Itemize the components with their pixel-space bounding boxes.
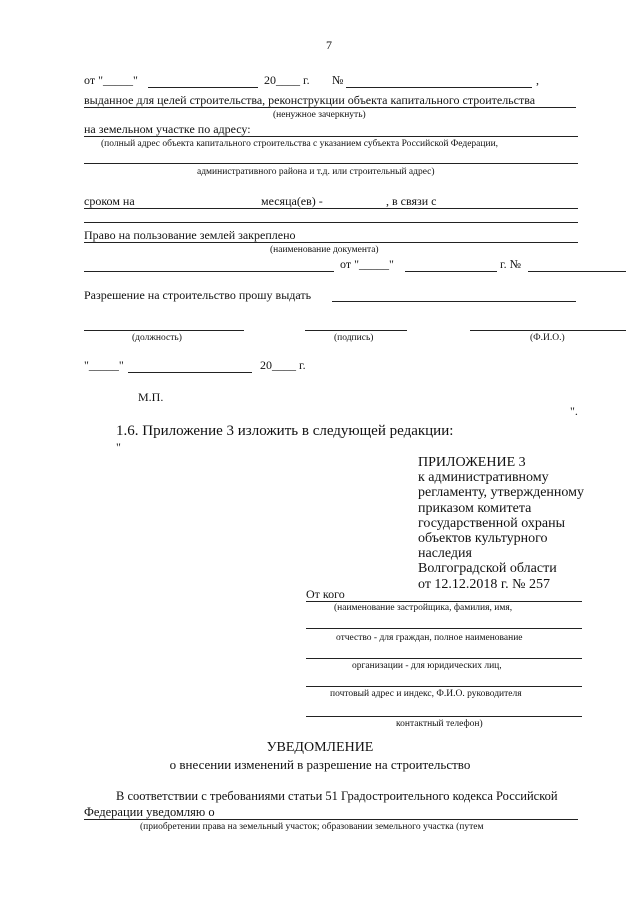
land-right-label: Право на пользование землей закреплено bbox=[84, 228, 296, 242]
appendix-line: государственной охраны bbox=[418, 515, 566, 531]
from-note-1: (наименование застройщика, фамилия, имя, bbox=[334, 603, 513, 613]
appendix-header bbox=[418, 455, 584, 592]
purpose-line bbox=[84, 107, 576, 108]
appendix-line: к административному bbox=[418, 470, 549, 486]
from-note-3: организации - для юридических лиц, bbox=[352, 661, 502, 671]
form-comma: , bbox=[536, 73, 539, 87]
notice-title: УВЕДОМЛЕНИЕ bbox=[266, 740, 374, 755]
address-line bbox=[84, 136, 578, 137]
address-note: (полный адрес объекта капитального строительства с указанием субъекта Российской Федерации, bbox=[101, 139, 499, 149]
page-number: 7 bbox=[326, 38, 332, 52]
document-number-label: г. № bbox=[500, 257, 522, 271]
document-number-line bbox=[528, 271, 626, 272]
from-line bbox=[306, 601, 582, 602]
signing-year: 20____ г. bbox=[260, 358, 306, 372]
stamp-label: М.П. bbox=[138, 390, 164, 404]
signing-date-line bbox=[128, 372, 252, 373]
appendix-line: приказом комитета bbox=[418, 500, 532, 516]
from-note-5: контактный телефон) bbox=[396, 719, 483, 729]
strike-note: (ненужное зачеркнуть) bbox=[273, 110, 366, 120]
notice-body-1: В соответствии с требованиями статьи 51 Градостроительного кодекса Российской bbox=[116, 789, 558, 803]
from-label: От кого bbox=[306, 587, 345, 601]
appendix-line: наследия bbox=[418, 546, 472, 562]
instruction-text: 1.6. Приложение 3 изложить в следующей редакции: bbox=[116, 423, 454, 439]
opening-quote: " bbox=[116, 440, 121, 454]
from-note-2: отчество - для граждан, полное наименование bbox=[336, 633, 523, 643]
document-line bbox=[84, 271, 334, 272]
fio-line bbox=[470, 330, 626, 331]
from-line-2 bbox=[306, 628, 582, 629]
appendix-line: регламенту, утвержденному bbox=[418, 485, 584, 501]
blank-line bbox=[84, 222, 578, 223]
document-date-prefix: от "_____" bbox=[340, 257, 394, 271]
permit-request-label: Разрешение на строительство прошу выдать bbox=[84, 288, 312, 302]
term-months: месяца(ев) - bbox=[261, 194, 323, 208]
from-line-3 bbox=[306, 658, 582, 659]
form-year: 20____ г. bbox=[264, 73, 310, 87]
from-line-4 bbox=[306, 686, 582, 687]
land-right-line bbox=[84, 242, 578, 243]
fio-note: (Ф.И.О.) bbox=[530, 333, 565, 343]
appendix-line: ПРИЛОЖЕНИЕ 3 bbox=[418, 455, 526, 470]
document-note: (наименование документа) bbox=[270, 245, 379, 255]
signature-line bbox=[305, 330, 407, 331]
form-purpose-text: выданное для целей строительства, реконструкции объекта капитального строительства bbox=[84, 93, 536, 107]
form-date-prefix: от "_____" bbox=[84, 73, 138, 87]
term-label: сроком на bbox=[84, 194, 135, 208]
document-date-line bbox=[405, 271, 497, 272]
notice-body-2: Федерации уведомляю о bbox=[84, 805, 215, 819]
permit-request-line bbox=[332, 301, 576, 302]
notice-line bbox=[84, 819, 578, 820]
closing-quote: ". bbox=[570, 404, 578, 418]
position-line bbox=[84, 330, 244, 331]
number-line bbox=[346, 87, 532, 88]
notice-note: (приобретении права на земельный участок; образовании земельного участка (путем bbox=[140, 822, 484, 832]
appendix-line: Волгоградской области bbox=[418, 561, 557, 577]
appendix-line: от 12.12.2018 г. № 257 bbox=[418, 576, 550, 592]
from-line-5 bbox=[306, 716, 582, 717]
signature-note: (подпись) bbox=[334, 333, 374, 343]
address-line-2 bbox=[84, 163, 578, 164]
date-line bbox=[148, 87, 258, 88]
from-note-4: почтовый адрес и индекс, Ф.И.О. руководителя bbox=[330, 689, 522, 699]
signing-date-quote: "_____" bbox=[84, 358, 124, 372]
appendix-line: объектов культурного bbox=[418, 531, 548, 547]
term-reason: , в связи с bbox=[386, 194, 437, 208]
address-note-2: административного района и т.д. или строительный адрес) bbox=[197, 167, 435, 177]
address-label: на земельном участке по адресу: bbox=[84, 122, 251, 136]
form-number-sign: № bbox=[332, 73, 344, 87]
position-note: (должность) bbox=[132, 333, 182, 343]
term-line bbox=[84, 208, 578, 209]
notice-subtitle: о внесении изменений в разрешение на строительство bbox=[169, 757, 471, 772]
